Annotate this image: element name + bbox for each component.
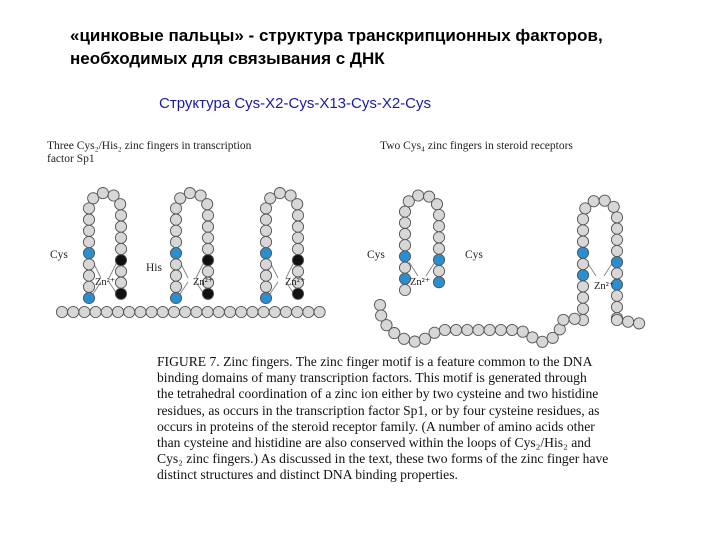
cys-label-left: Cys bbox=[50, 249, 68, 261]
amino-acid-residue bbox=[399, 262, 410, 273]
figure-label: FIGURE 7. bbox=[157, 354, 220, 369]
amino-acid-residue bbox=[115, 243, 126, 254]
amino-acid-residue bbox=[577, 281, 588, 292]
amino-acid-residue bbox=[115, 266, 126, 277]
amino-acid-residue bbox=[292, 306, 303, 317]
amino-acid-residue bbox=[433, 209, 444, 220]
amino-acid-residue bbox=[202, 199, 213, 210]
amino-acid-residue bbox=[202, 210, 213, 221]
amino-acid-residue bbox=[558, 314, 569, 325]
amino-acid-residue bbox=[577, 292, 588, 303]
amino-acid-residue bbox=[236, 306, 247, 317]
amino-acid-residue bbox=[170, 203, 181, 214]
histidine-residue bbox=[115, 288, 126, 299]
amino-acid-residue bbox=[409, 336, 420, 347]
amino-acid-residue bbox=[90, 306, 101, 317]
amino-acid-residue bbox=[115, 221, 126, 232]
amino-acid-residue bbox=[115, 210, 126, 221]
caption-line-8: distinct structures and distinct DNA binding properties. bbox=[157, 467, 458, 483]
amino-acid-residue bbox=[115, 232, 126, 243]
cysteine-residue bbox=[260, 292, 271, 303]
figure-caption bbox=[157, 354, 662, 484]
amino-acid-residue bbox=[292, 221, 303, 232]
amino-acid-residue bbox=[433, 243, 444, 254]
amino-acid-residue bbox=[213, 306, 224, 317]
cys-label-right-2: Cys bbox=[465, 249, 483, 261]
amino-acid-residue bbox=[462, 324, 473, 335]
amino-acid-residue bbox=[588, 196, 599, 207]
amino-acid-residue bbox=[115, 199, 126, 210]
amino-acid-residue bbox=[506, 324, 517, 335]
slide-title-line-2: необходимых для связывания с ДНК bbox=[70, 49, 385, 68]
histidine-residue bbox=[202, 255, 213, 266]
amino-acid-residue bbox=[260, 203, 271, 214]
amino-acid-residue bbox=[224, 306, 235, 317]
cysteine-residue bbox=[433, 277, 444, 288]
amino-acid-residue bbox=[280, 306, 291, 317]
cysteine-residue bbox=[170, 292, 181, 303]
caption-line-1-text: Zinc fingers. The zinc finger motif is a feature common to the DNA bbox=[219, 354, 593, 369]
cysteine-residue bbox=[83, 248, 94, 259]
amino-acid-residue bbox=[260, 225, 271, 236]
zinc-ion-label-5: Zn²⁺ bbox=[594, 281, 615, 292]
right-figure-caption: Two Cys₄ zinc fingers in steroid receptors bbox=[380, 140, 573, 152]
amino-acid-residue bbox=[537, 336, 548, 347]
amino-acid-residue bbox=[260, 214, 271, 225]
amino-acid-residue bbox=[168, 306, 179, 317]
amino-acid-residue bbox=[611, 223, 622, 234]
amino-acid-residue bbox=[191, 306, 202, 317]
amino-acid-residue bbox=[431, 199, 442, 210]
amino-acid-residue bbox=[202, 306, 213, 317]
histidine-residue bbox=[292, 288, 303, 299]
cys-label-right-1: Cys bbox=[367, 249, 385, 261]
amino-acid-residue bbox=[180, 306, 191, 317]
amino-acid-residue bbox=[135, 306, 146, 317]
amino-acid-residue bbox=[170, 259, 181, 270]
amino-acid-residue bbox=[399, 217, 410, 228]
amino-acid-residue bbox=[611, 234, 622, 245]
amino-acid-residue bbox=[495, 324, 506, 335]
amino-acid-residue bbox=[97, 188, 108, 199]
cysteine-residue bbox=[433, 254, 444, 265]
amino-acid-residue bbox=[611, 301, 622, 312]
amino-acid-residue bbox=[399, 228, 410, 239]
cysteine-residue bbox=[399, 251, 410, 262]
amino-acid-residue bbox=[170, 281, 181, 292]
amino-acid-residue bbox=[260, 236, 271, 247]
amino-acid-residue bbox=[56, 306, 67, 317]
motif-subtitle: Структура Cys-X2-Cys-X13-Cys-X2-Cys bbox=[159, 95, 432, 112]
amino-acid-residue bbox=[83, 203, 94, 214]
amino-acid-residue bbox=[83, 281, 94, 292]
amino-acid-residue bbox=[569, 313, 580, 324]
amino-acid-residue bbox=[292, 210, 303, 221]
amino-acid-residue bbox=[170, 270, 181, 281]
caption-line-1 bbox=[157, 354, 662, 370]
zinc-ion-label-4: Zn²⁺ bbox=[410, 277, 431, 288]
diagram-labels bbox=[50, 249, 615, 292]
cysteine-residue bbox=[577, 270, 588, 281]
amino-acid-residue bbox=[83, 236, 94, 247]
amino-acid-residue bbox=[433, 265, 444, 276]
amino-acid-residue bbox=[292, 199, 303, 210]
amino-acid-residue bbox=[101, 306, 112, 317]
amino-acid-residue bbox=[202, 243, 213, 254]
amino-acid-residue bbox=[439, 324, 450, 335]
amino-acid-residue bbox=[83, 259, 94, 270]
amino-acid-residue bbox=[577, 225, 588, 236]
caption-line-2: binding domains of many transcription factors. This motif is generated through bbox=[157, 370, 587, 386]
amino-acid-residue bbox=[473, 324, 484, 335]
amino-acid-residue bbox=[433, 221, 444, 232]
cysteine-residue bbox=[399, 273, 410, 284]
amino-acid-residue bbox=[451, 324, 462, 335]
amino-acid-residue bbox=[634, 318, 645, 329]
caption-line-6: than cysteine and histidine are also conserved within the loops of Cys₂/His₂ and bbox=[157, 435, 591, 451]
amino-acid-residue bbox=[258, 306, 269, 317]
amino-acid-residue bbox=[577, 236, 588, 247]
amino-acid-residue bbox=[577, 258, 588, 269]
caption-line-5: occurs in proteins of the steroid receptor family. (A number of amino acids other bbox=[157, 418, 595, 434]
amino-acid-residue bbox=[611, 268, 622, 279]
amino-acid-residue bbox=[292, 243, 303, 254]
amino-acid-residue bbox=[202, 221, 213, 232]
amino-acid-residue bbox=[611, 212, 622, 223]
amino-acid-residue bbox=[79, 306, 90, 317]
caption-line-3: the tetrahedral coordination of a zinc ion either by two cysteine and two histidine bbox=[157, 386, 599, 402]
amino-acid-residue bbox=[623, 316, 634, 327]
amino-acid-residue bbox=[157, 306, 168, 317]
amino-acid-residue bbox=[398, 333, 409, 344]
amino-acid-residue bbox=[399, 206, 410, 217]
cysteine-residue bbox=[83, 292, 94, 303]
amino-acid-residue bbox=[314, 306, 325, 317]
amino-acid-residue bbox=[274, 188, 285, 199]
amino-acid-residue bbox=[433, 232, 444, 243]
amino-acid-residue bbox=[83, 270, 94, 281]
amino-acid-residue bbox=[260, 270, 271, 281]
amino-acid-residue bbox=[399, 240, 410, 251]
amino-acid-residue bbox=[399, 284, 410, 295]
zinc-ion-label-2: Zn²⁺ bbox=[193, 277, 214, 288]
amino-acid-residue bbox=[260, 259, 271, 270]
zinc-ion-label-1: Zn²⁺ bbox=[95, 277, 116, 288]
amino-acid-residue bbox=[115, 277, 126, 288]
amino-acid-residue bbox=[484, 324, 495, 335]
his-label-left: His bbox=[146, 262, 162, 274]
amino-acid-residue bbox=[608, 201, 619, 212]
left-figure-caption-line-2: factor Sp1 bbox=[47, 153, 95, 165]
amino-acid-residue bbox=[611, 245, 622, 256]
amino-acid-residue bbox=[68, 306, 79, 317]
amino-acid-residue bbox=[112, 306, 123, 317]
zinc-ion-label-3: Zn²⁺ bbox=[285, 277, 306, 288]
slide-title-line-1: «цинковые пальцы» - структура транскрипционных факторов, bbox=[70, 26, 603, 45]
amino-acid-residue bbox=[429, 327, 440, 338]
amino-acid-residue bbox=[577, 303, 588, 314]
amino-acid-residue bbox=[303, 306, 314, 317]
amino-acid-residue bbox=[170, 214, 181, 225]
amino-acid-residue bbox=[577, 214, 588, 225]
amino-acid-residue bbox=[413, 190, 424, 201]
caption-line-4: residues, as occurs in the transcription factor Sp1, or by four cysteine residues, as bbox=[157, 402, 600, 418]
histidine-residue bbox=[202, 288, 213, 299]
histidine-residue bbox=[292, 255, 303, 266]
amino-acid-residue bbox=[269, 306, 280, 317]
amino-acid-residue bbox=[83, 214, 94, 225]
amino-acid-residue bbox=[83, 225, 94, 236]
amino-acid-residue bbox=[247, 306, 258, 317]
histidine-residue bbox=[115, 255, 126, 266]
amino-acid-residue bbox=[202, 266, 213, 277]
cysteine-residue bbox=[260, 248, 271, 259]
amino-acid-residue bbox=[374, 299, 385, 310]
cysteine-residue bbox=[577, 247, 588, 258]
amino-acid-chains bbox=[56, 188, 644, 348]
amino-acid-residue bbox=[260, 281, 271, 292]
amino-acid-residue bbox=[124, 306, 135, 317]
amino-acid-residue bbox=[292, 232, 303, 243]
amino-acid-residue bbox=[292, 266, 303, 277]
amino-acid-residue bbox=[184, 188, 195, 199]
caption-line-7: Cys₂ zinc fingers.) As discussed in the text, these two forms of the zinc finger have bbox=[157, 451, 609, 467]
cysteine-residue bbox=[611, 257, 622, 268]
left-figure-caption-line-1: Three Cys₂/His₂ zinc fingers in transcription bbox=[47, 140, 252, 152]
amino-acid-residue bbox=[202, 232, 213, 243]
amino-acid-residue bbox=[170, 236, 181, 247]
cysteine-residue bbox=[170, 248, 181, 259]
amino-acid-residue bbox=[146, 306, 157, 317]
amino-acid-residue bbox=[170, 225, 181, 236]
amino-acid-residue bbox=[611, 314, 622, 325]
